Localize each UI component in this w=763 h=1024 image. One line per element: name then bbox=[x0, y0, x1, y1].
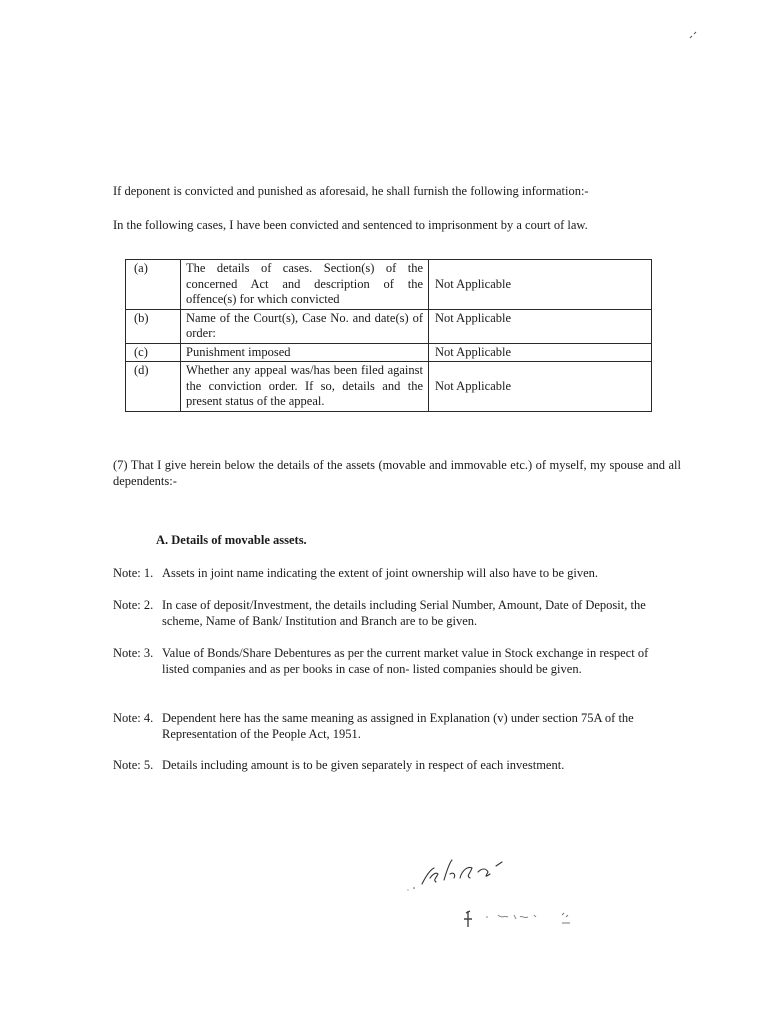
convictions-table bbox=[125, 259, 652, 412]
row-label: (d) bbox=[126, 362, 181, 412]
note-2 bbox=[113, 597, 673, 629]
table-row bbox=[126, 309, 652, 343]
note-text: Value of Bonds/Share Debentures as per the current market value in Stock exchange in respect of listed companies and as per books in case of non- listed companies should be given. bbox=[162, 646, 649, 676]
row-label: (b) bbox=[126, 309, 181, 343]
table-row bbox=[126, 260, 652, 310]
note-3 bbox=[113, 645, 673, 677]
row-value: Not Applicable bbox=[429, 260, 652, 310]
table-row bbox=[126, 343, 652, 362]
row-details: The details of cases. Section(s) of the concerned Act and description of the offence(s) for which convicted bbox=[181, 260, 429, 310]
table-row bbox=[126, 362, 652, 412]
note-prefix: Note: 3. bbox=[113, 646, 154, 660]
intro-paragraph-2: In the following cases, I have been convicted and sentenced to imprisonment by a court of law. bbox=[113, 218, 588, 232]
note-5 bbox=[113, 757, 673, 773]
signature-scribble bbox=[400, 848, 515, 893]
intro-paragraph-1: If deponent is convicted and punished as aforesaid, he shall furnish the following information:- bbox=[113, 184, 589, 198]
note-1 bbox=[113, 565, 673, 581]
row-value: Not Applicable bbox=[429, 362, 652, 412]
stamp-marks bbox=[458, 905, 588, 933]
corner-mark bbox=[688, 30, 698, 40]
row-label: (c) bbox=[126, 343, 181, 362]
note-text: Assets in joint name indicating the extent of joint ownership will also have to be given. bbox=[162, 566, 599, 580]
note-prefix: Note: 2. bbox=[113, 598, 154, 612]
note-prefix: Note: 4. bbox=[113, 711, 154, 725]
note-text: Dependent here has the same meaning as assigned in Explanation (v) under section 75A of the Representation of the People Act, 1951. bbox=[162, 711, 634, 741]
note-4 bbox=[113, 710, 673, 742]
row-value: Not Applicable bbox=[429, 343, 652, 362]
section-7-paragraph: (7) That I give herein below the details of the assets (movable and immovable etc.) of myself, my spouse and all dependents:- bbox=[113, 458, 681, 488]
row-details: Name of the Court(s), Case No. and date(s) of order: bbox=[181, 309, 429, 343]
note-prefix: Note: 1. bbox=[113, 566, 154, 580]
row-label: (a) bbox=[126, 260, 181, 310]
note-text: Details including amount is to be given separately in respect of each investment. bbox=[162, 758, 565, 772]
note-text: In case of deposit/Investment, the details including Serial Number, Amount, Date of Deposit, the scheme, Name of Bank/ Institution and Branch are to be given. bbox=[162, 598, 646, 628]
movable-assets-heading: A. Details of movable assets. bbox=[156, 533, 307, 547]
row-details: Punishment imposed bbox=[181, 343, 429, 362]
row-value: Not Applicable bbox=[429, 309, 652, 343]
row-details: Whether any appeal was/has been filed against the conviction order. If so, details and the present status of the appeal. bbox=[181, 362, 429, 412]
note-prefix: Note: 5. bbox=[113, 758, 154, 772]
